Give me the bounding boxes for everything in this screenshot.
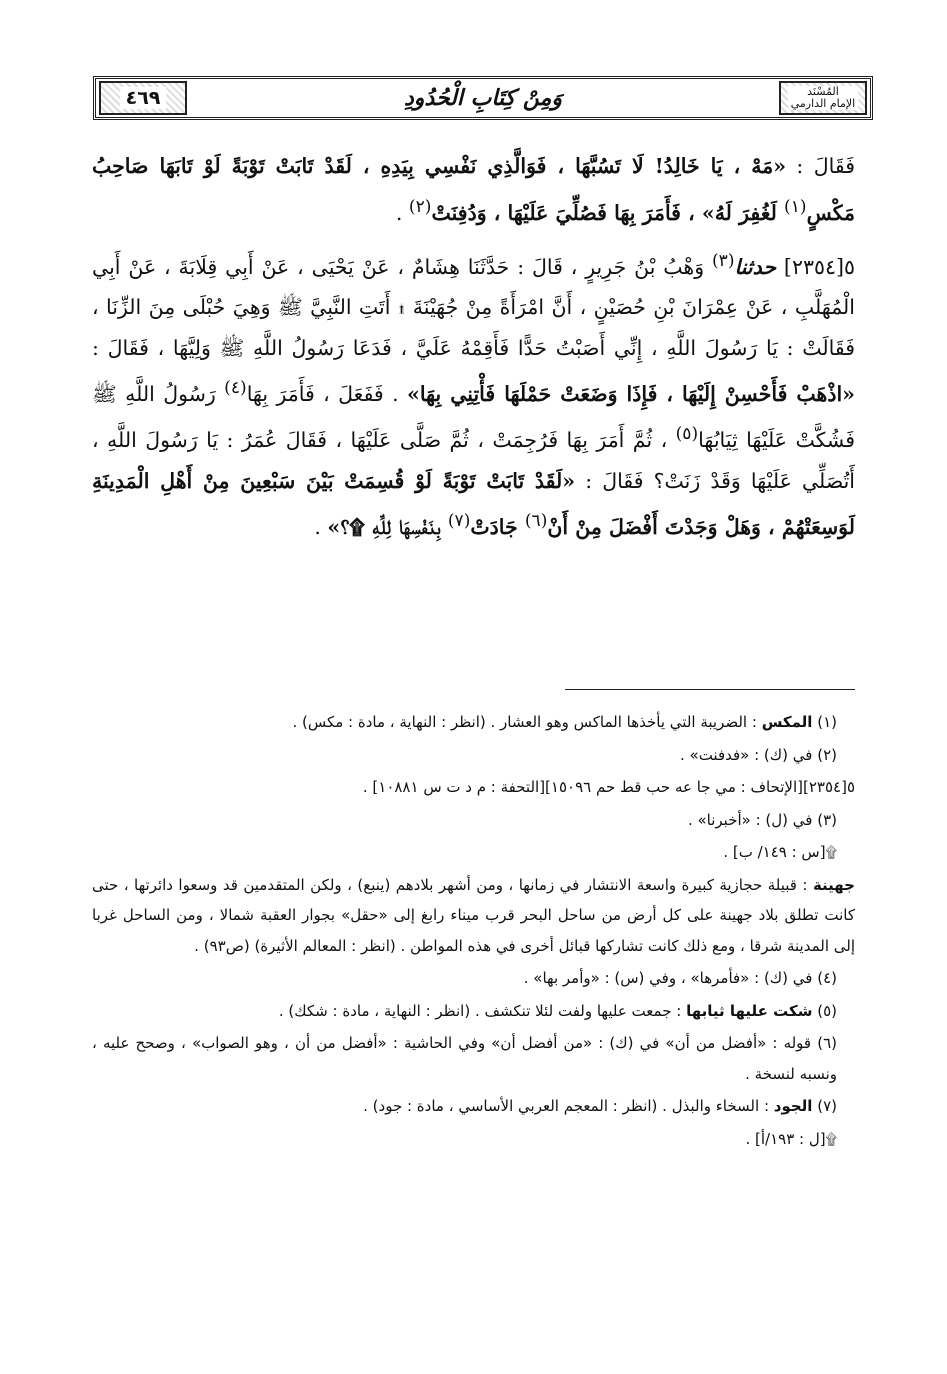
footnote-number: (١) — [812, 713, 837, 731]
text-run: رَسُولُ اللَّهِ ﷺ فَشُكَّتْ عَلَيْهَا ثِيَابُهَا — [92, 381, 855, 453]
text-run: ۩ أَتَتِ النَّبِيَّ ﷺ وَهِيَ حُبْلَى مِنَ الزِّنَا ، فَقَالَتْ : يَا رَسُولَ اللَّهِ ، إِنِّي أَصَبْتُ حَدًّا فَأَقِمْهُ عَلَيَّ ، فَدَعَا رَسُولُ اللَّهِ ﷺ وَلِيَّهَا ، فَقَالَ : — [92, 295, 855, 360]
footnote-juhayna — [92, 870, 855, 962]
footnote-6: (٦) قوله : «أفضل من أن» في (ك) : «من أفضل أن» وفي الحاشية : «أفضل من أن ، وهو الصواب» ، وصحح عليه ، ونسبه لنسخة . — [92, 1034, 837, 1083]
footnote-ref: (٧) — [447, 511, 471, 532]
footnote-1 — [92, 707, 855, 738]
hadith-quote: «لَقَدْ تَابَتْ تَوْبَةً لَوْ قُسِمَتْ بَيْنَ سَبْعِينَ مِنْ أَهْلِ الْمَدِينَةِ لَوَسِعَتْهُمْ ، وَهَلْ وَجَدْتَ أَفْضَلَ مِنْ أَنْ — [92, 468, 855, 540]
footnote-ref: (٢) — [408, 196, 432, 217]
footnote-ref: (٥) — [675, 424, 699, 445]
footnote-text: : قبيلة حجازية كبيرة واسعة الانتشار في زمانها ، ومن أشهر بلادهم (ينبع) ، ولكن المتقدمين قد وسعوا دائرتها ، حتى كانت تطلق بلاد جهينة على كل أرض من ساحل البحر قرب ميناء رابغ إلى «حقل» بجوار العقبة شمالا ، ومن الساحل غربا إلى المدينة شرقا ، ومع ذلك كانت تشاركها قبائل أخرى في هذه المواطن . (انظر : المعالم الأثيرة) (ص٩٣) . — [92, 875, 855, 955]
text-run: . — [314, 515, 328, 540]
footnote-term: جهينة — [812, 875, 855, 894]
footnote-3: (٣) في (ل) : «أخبرنا» . — [687, 810, 837, 829]
footnote-text: : الضريبة التي يأخذها الماكس وهو العشار . (انظر : النهاية ، مادة : مكس) . — [292, 713, 762, 731]
page-number: ٤٦٩ — [120, 87, 167, 109]
emblem-line-2: الإمام الدارمي — [790, 97, 856, 110]
text-run: . — [395, 200, 409, 225]
page-number-frame — [99, 81, 187, 115]
footnote-folio-l: ۩[ل : ١٩٣/أ] . — [745, 1129, 837, 1148]
footnote-term: المكس — [761, 713, 813, 731]
footnote-number: (٥) — [812, 1001, 837, 1020]
hadith-quote: «اذْهَبْ فَأَحْسِنْ إِلَيْهَا ، فَإِذَا وَضَعَتْ حَمْلَهَا فَأْتِنِي بِهَا» — [407, 381, 855, 406]
footnote-ref: (٦) — [524, 511, 548, 532]
footnote-5 — [92, 996, 855, 1027]
text-run: جُهَيْنَةَ — [412, 295, 459, 320]
footnote-2: (٢) في (ك) : «فدفنت» . — [679, 745, 837, 764]
footnote-separator — [565, 689, 855, 690]
hadith-quote: بِنَفْسِهَا لِلَّهِ ۩؟» — [327, 515, 448, 540]
text-run: وَهْبُ بْنُ جَرِيرٍ ، قَالَ : حَدَّثَنَا هِشَامٌ ، عَنْ يَحْيَى ، عَنْ أَبِي قِلَابَةَ ، عَنْ أَبِي الْمُهَلَّبِ ، عَنْ عِمْرَانَ بْنِ حُصَيْنٍ ، أَنَّ امْرَأَةً مِنْ — [92, 254, 855, 320]
paragraph-2 — [92, 241, 855, 548]
book-emblem — [788, 86, 859, 110]
emblem-frame — [779, 81, 867, 115]
main-text — [92, 146, 855, 556]
hadith-quote: جَادَتْ — [470, 515, 525, 540]
hadith-number: ٥[٢٣٥٤] — [776, 254, 855, 279]
footnote-term: الجود — [773, 1097, 813, 1115]
hadith-quote: لَغُفِرَ لَهُ» ، فَأَمَرَ بِهَا فَصُلِّيَ عَلَيْهَا ، وَدُفِنَتْ — [431, 200, 785, 225]
footnote-4: (٤) في (ك) : «فأمرها» ، وفي (س) : «وأمر بها» . — [523, 969, 837, 987]
footnote-ref: (١) — [784, 196, 807, 217]
footnote-text: : جمعت عليها ولفت لئلا تنكشف . (انظر : النهاية ، مادة : شكك) . — [278, 1001, 687, 1020]
footnote-takhrij: ٥[٢٣٥٤][الإتحاف : مي جا عه حب قط حم ١٥٠٩٦][التحفة : م د ت س ١٠٨٨١] . — [362, 778, 855, 796]
page-header — [93, 76, 873, 120]
footnote-number: (٧) — [812, 1097, 837, 1115]
footnote-term: شكت عليها ثيابها — [686, 1001, 813, 1020]
footnote-folio-s: ۩[س : ١٤٩/ ب] . — [723, 843, 837, 861]
footnotes — [92, 707, 855, 1156]
footnote-7 — [92, 1091, 855, 1122]
footnote-ref: (٣) — [711, 250, 735, 271]
haddathana-label: حدثنا — [734, 254, 777, 279]
footnote-ref: (٤) — [224, 378, 247, 399]
paragraph-1 — [92, 146, 855, 233]
emblem-line-1: المُسْنَد — [807, 85, 839, 98]
text-run: . فَفَعَلَ ، فَأَمَرَ بِهَا — [246, 381, 407, 406]
hadith-quote: «مَهْ ، يَا خَالِدُ! لَا تَسُبَّهَا ، فَوَالَّذِي نَفْسِي بِيَدِهِ ، لَقَدْ تَابَتْ تَوْبَةً لَوْ تَابَهَا صَاحِبُ مَكْسٍ — [92, 154, 855, 225]
text-run: ، ثُمَّ أَمَرَ بِهَا فَرُجِمَتْ ، ثُمَّ صَلَّى عَلَيْهَا ، فَقَالَ عُمَرُ : يَا رَسُولَ اللَّهِ ، أَتُصَلِّي عَلَيْهَا وَقَدْ زَنَتْ؟ فَقَالَ : — [92, 428, 856, 493]
running-title: وَمِنْ كِتَابِ الْحُدُودِ — [404, 85, 562, 111]
text-run: فَقَالَ : — [786, 154, 856, 178]
footnote-text: : السخاء والبذل . (انظر : المعجم العربي الأساسي ، مادة : جود) . — [363, 1097, 774, 1115]
